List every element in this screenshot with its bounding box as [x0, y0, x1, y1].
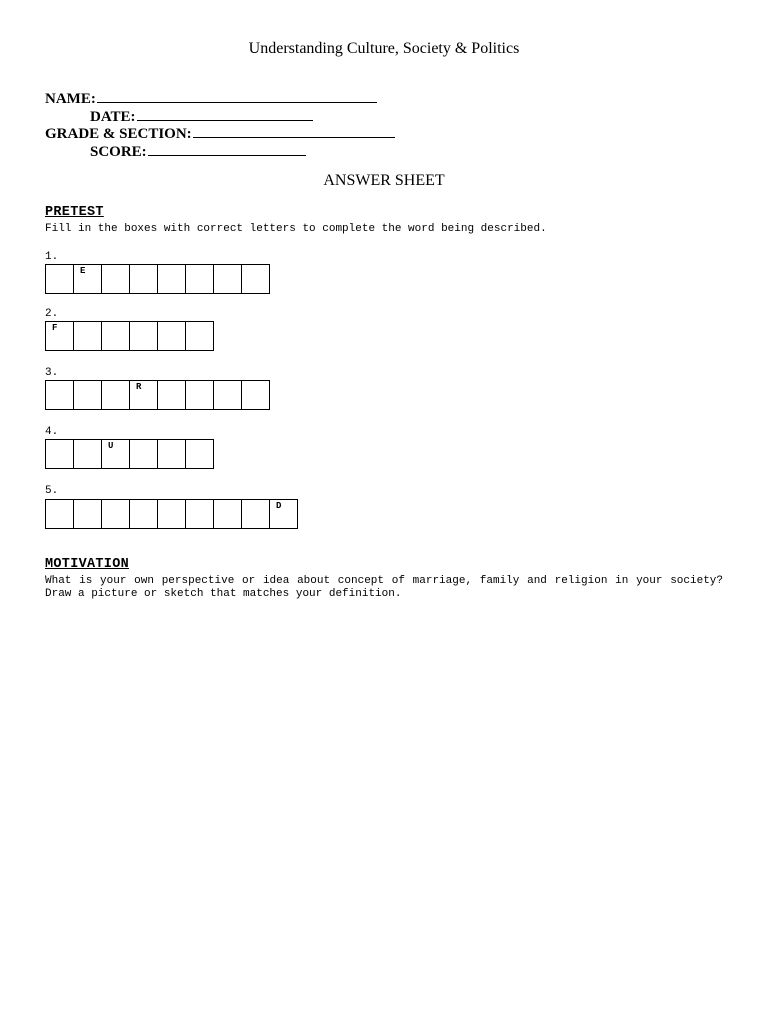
- score-label: SCORE:: [90, 144, 147, 160]
- letter-box[interactable]: [130, 380, 158, 410]
- document-title: Understanding Culture, Society & Politics: [248, 40, 520, 57]
- item-number-4: 4.: [45, 426, 59, 438]
- letter-box[interactable]: [186, 380, 214, 410]
- letter-box[interactable]: [186, 321, 214, 351]
- letter-box[interactable]: [74, 264, 102, 294]
- letter-box[interactable]: [74, 499, 102, 529]
- letter-box[interactable]: [46, 499, 74, 529]
- letter-box[interactable]: [158, 380, 186, 410]
- letter-box[interactable]: [242, 499, 270, 529]
- item-number-1: 1.: [45, 251, 59, 263]
- letter-box[interactable]: [158, 439, 186, 469]
- item-number-5: 5.: [45, 485, 59, 497]
- letter-box[interactable]: [74, 439, 102, 469]
- letter-box[interactable]: [46, 264, 74, 294]
- letter-box[interactable]: [102, 321, 130, 351]
- word-boxes-5: [45, 499, 298, 529]
- word-boxes-3: [45, 380, 270, 410]
- score-blank-line[interactable]: [148, 141, 306, 156]
- answer-sheet-heading: ANSWER SHEET: [323, 172, 445, 189]
- given-letter: R: [136, 382, 142, 392]
- grade-section-field[interactable]: [45, 123, 395, 143]
- given-letter: E: [80, 266, 86, 276]
- grade-section-blank-line[interactable]: [193, 123, 395, 138]
- letter-box[interactable]: [46, 439, 74, 469]
- letter-box[interactable]: [158, 264, 186, 294]
- name-blank-line[interactable]: [97, 88, 377, 103]
- word-boxes-2: [45, 321, 214, 351]
- letter-box[interactable]: [186, 264, 214, 294]
- given-letter: D: [276, 501, 282, 511]
- letter-box[interactable]: [74, 380, 102, 410]
- letter-box[interactable]: [46, 380, 74, 410]
- letter-box[interactable]: [242, 264, 270, 294]
- date-label: DATE:: [90, 109, 136, 125]
- letter-box[interactable]: [130, 264, 158, 294]
- letter-box[interactable]: [158, 499, 186, 529]
- date-blank-line[interactable]: [137, 106, 313, 121]
- letter-box[interactable]: [270, 499, 298, 529]
- name-label: NAME:: [45, 91, 96, 107]
- letter-box[interactable]: [130, 499, 158, 529]
- letter-box[interactable]: [186, 439, 214, 469]
- letter-box[interactable]: [130, 439, 158, 469]
- letter-box[interactable]: [186, 499, 214, 529]
- letter-box[interactable]: [102, 380, 130, 410]
- score-field[interactable]: [90, 141, 306, 161]
- pretest-instructions: Fill in the boxes with correct letters to complete the word being described.: [45, 223, 547, 235]
- letter-box[interactable]: [46, 321, 74, 351]
- letter-box[interactable]: [102, 499, 130, 529]
- item-number-2: 2.: [45, 308, 59, 320]
- grade-section-label: GRADE & SECTION:: [45, 126, 192, 142]
- letter-box[interactable]: [214, 264, 242, 294]
- word-boxes-4: [45, 439, 214, 469]
- letter-box[interactable]: [214, 380, 242, 410]
- letter-box[interactable]: [158, 321, 186, 351]
- given-letter: U: [108, 441, 114, 451]
- word-boxes-1: [45, 264, 270, 294]
- letter-box[interactable]: [102, 264, 130, 294]
- letter-box[interactable]: [242, 380, 270, 410]
- given-letter: F: [52, 323, 58, 333]
- motivation-heading: MOTIVATION: [45, 557, 130, 572]
- letter-box[interactable]: [130, 321, 158, 351]
- letter-box[interactable]: [74, 321, 102, 351]
- pretest-heading: PRETEST: [45, 205, 104, 220]
- name-field[interactable]: [45, 88, 377, 108]
- letter-box[interactable]: [102, 439, 130, 469]
- letter-box[interactable]: [214, 499, 242, 529]
- motivation-text: What is your own perspective or idea about concept of marriage, family and religion in your society? Draw a picture or sketch that matches your definition.: [45, 575, 723, 600]
- item-number-3: 3.: [45, 367, 59, 379]
